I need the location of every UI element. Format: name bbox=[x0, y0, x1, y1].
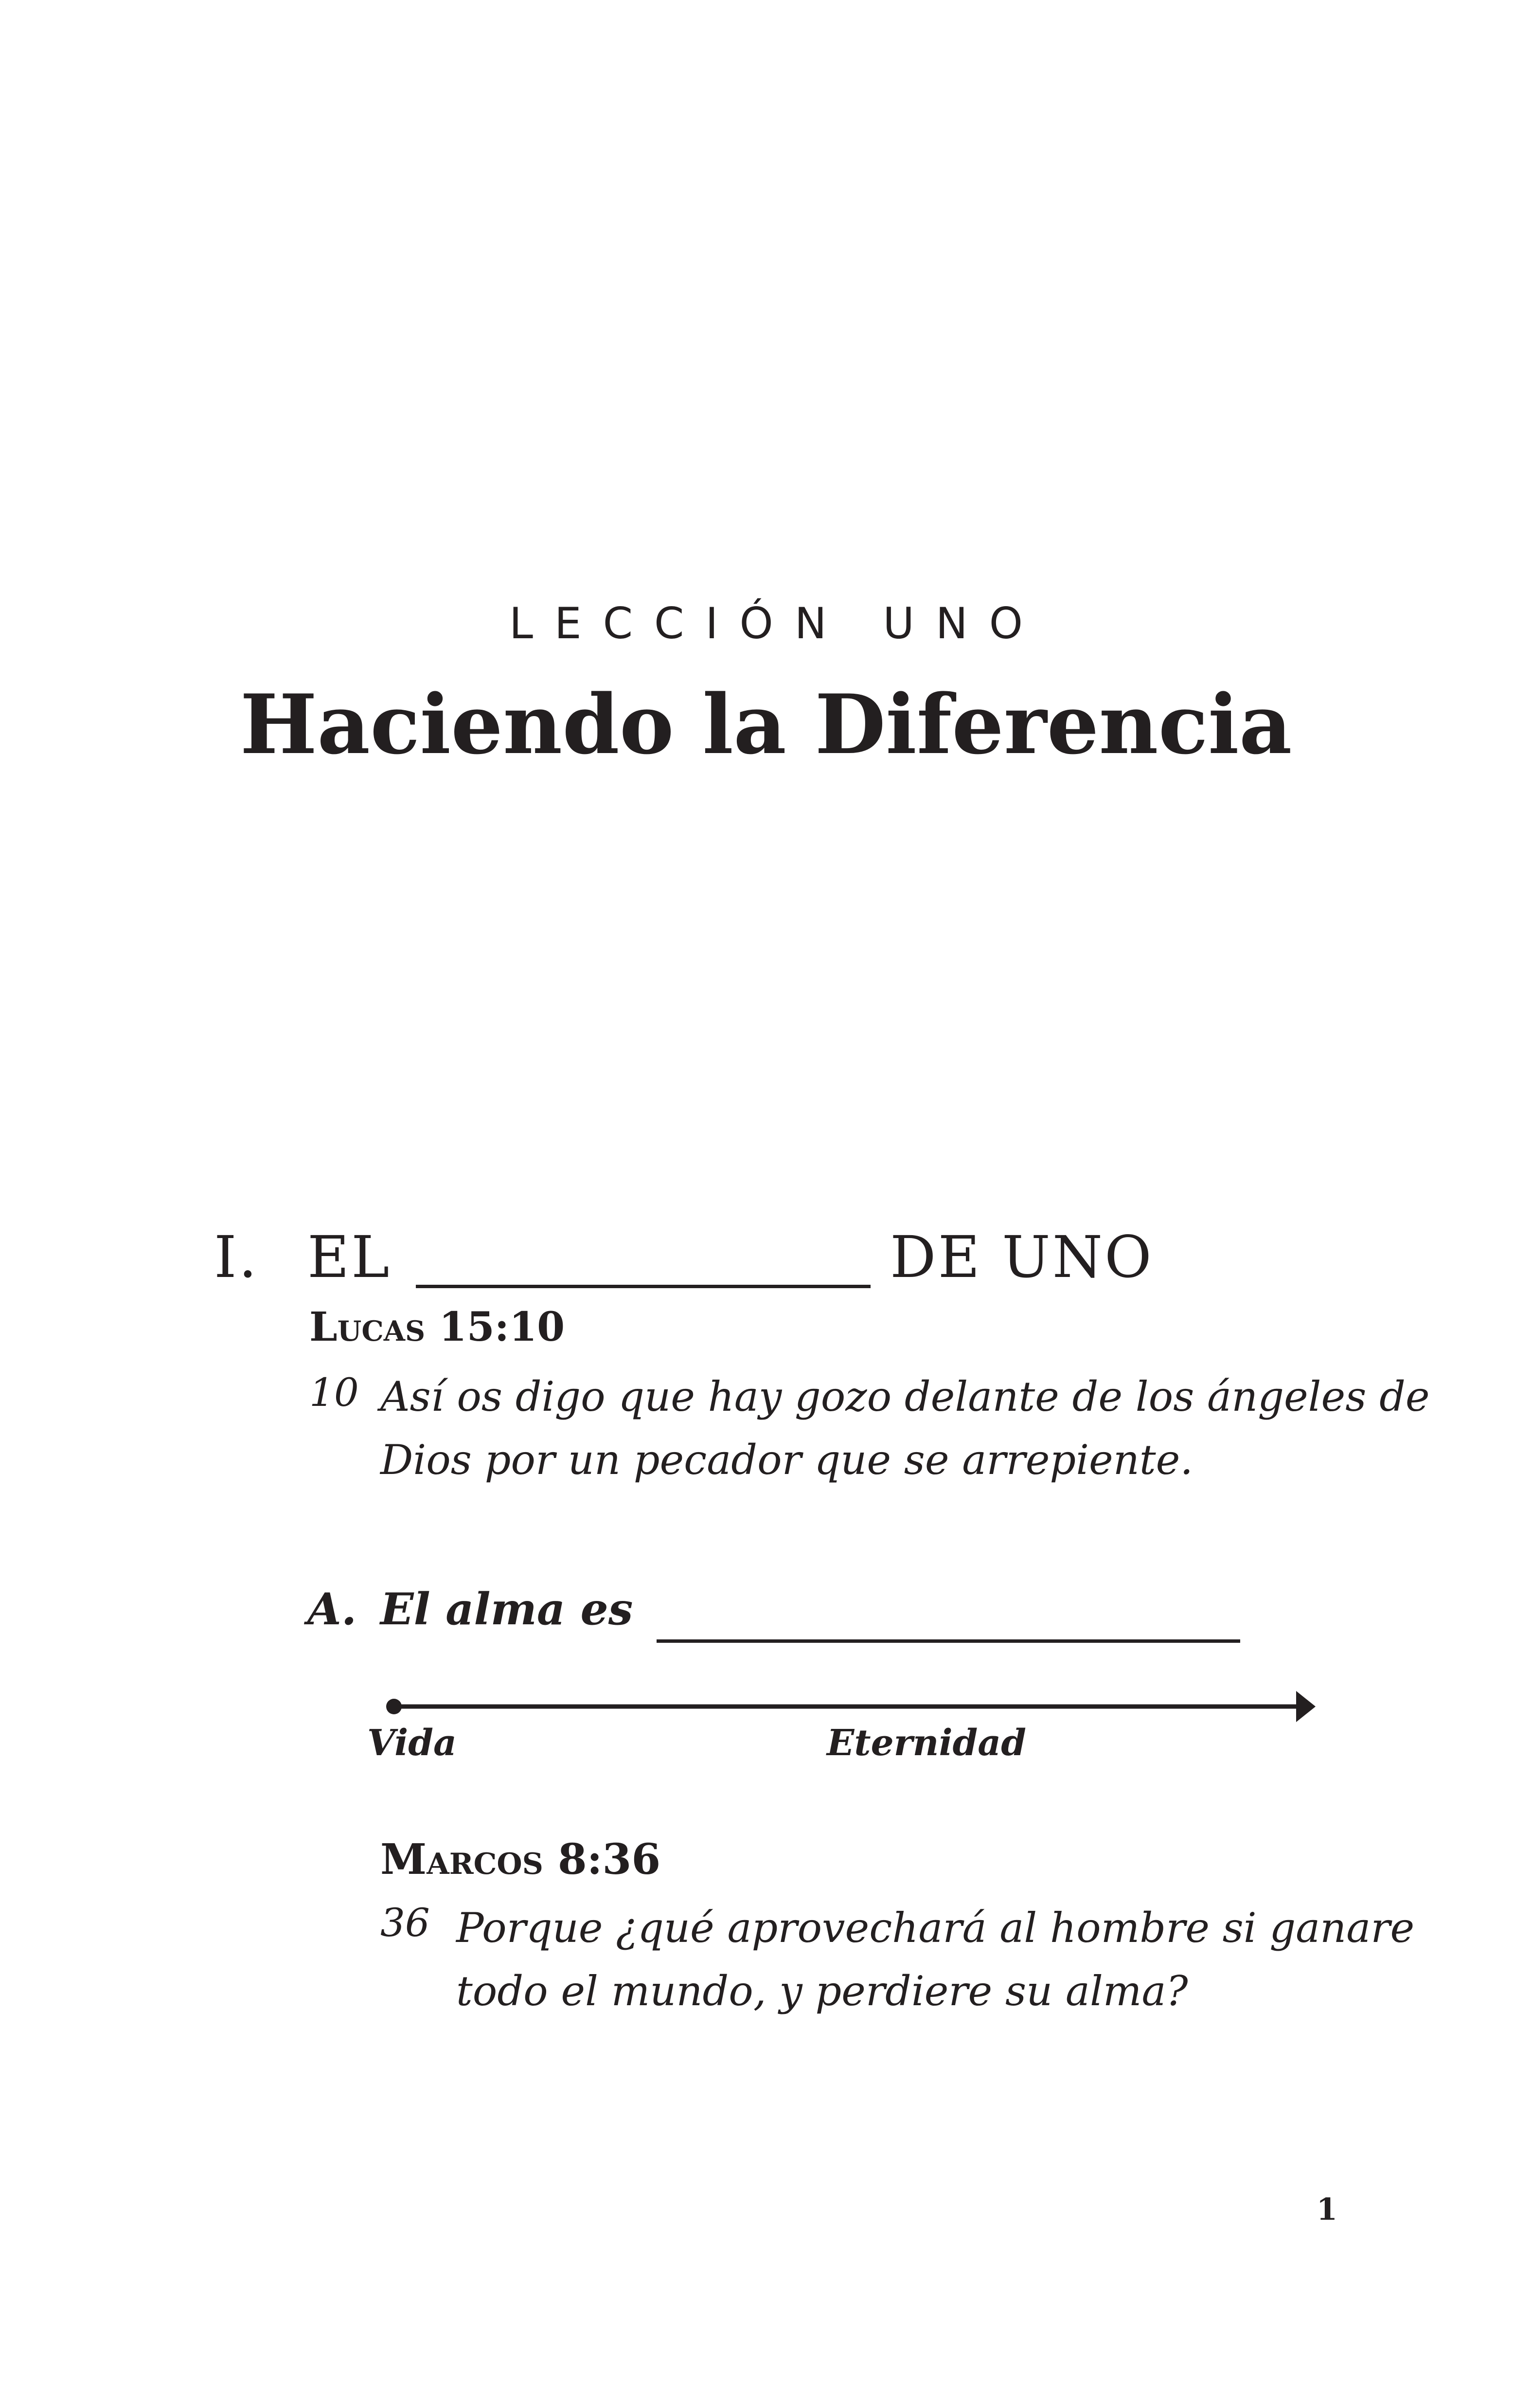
timeline-arrow bbox=[379, 1687, 1318, 1726]
point-label: A. bbox=[307, 1583, 357, 1635]
verse-text-line: todo el mundo, y perdiere su alma? bbox=[456, 1967, 1188, 2015]
lesson-title: Haciendo la Diferencia bbox=[240, 676, 1292, 773]
section-heading-end: DE UNO bbox=[890, 1223, 1154, 1291]
verse-text-line: Dios por un pecador que se arrepiente. bbox=[380, 1436, 1194, 1484]
timeline-start-label: Vida bbox=[367, 1722, 457, 1764]
section-heading-start: EL bbox=[307, 1223, 392, 1291]
point-text: El alma es bbox=[380, 1583, 633, 1635]
verse-number: 10 bbox=[309, 1370, 359, 1415]
verse-number: 36 bbox=[380, 1900, 430, 1945]
timeline-arrowhead bbox=[1296, 1691, 1316, 1722]
page-number: 1 bbox=[1316, 2192, 1337, 2227]
lesson-label: LECCIÓN UNO bbox=[509, 598, 1045, 648]
timeline-end-label: Eternidad bbox=[827, 1722, 1026, 1764]
verse-text-line: Así os digo que hay gozo delante de los ángeles de bbox=[380, 1373, 1430, 1420]
scripture-reference-marcos: Marcos 8:36 bbox=[380, 1835, 661, 1884]
point-fill-in-blank bbox=[657, 1639, 1240, 1643]
scripture-reference-lucas: Lucas 15:10 bbox=[309, 1304, 565, 1350]
section-numeral: I. bbox=[214, 1223, 259, 1291]
section-fill-in-blank bbox=[416, 1285, 871, 1288]
verse-text-line: Porque ¿qué aprovechará al hombre si ganare bbox=[456, 1904, 1415, 1952]
